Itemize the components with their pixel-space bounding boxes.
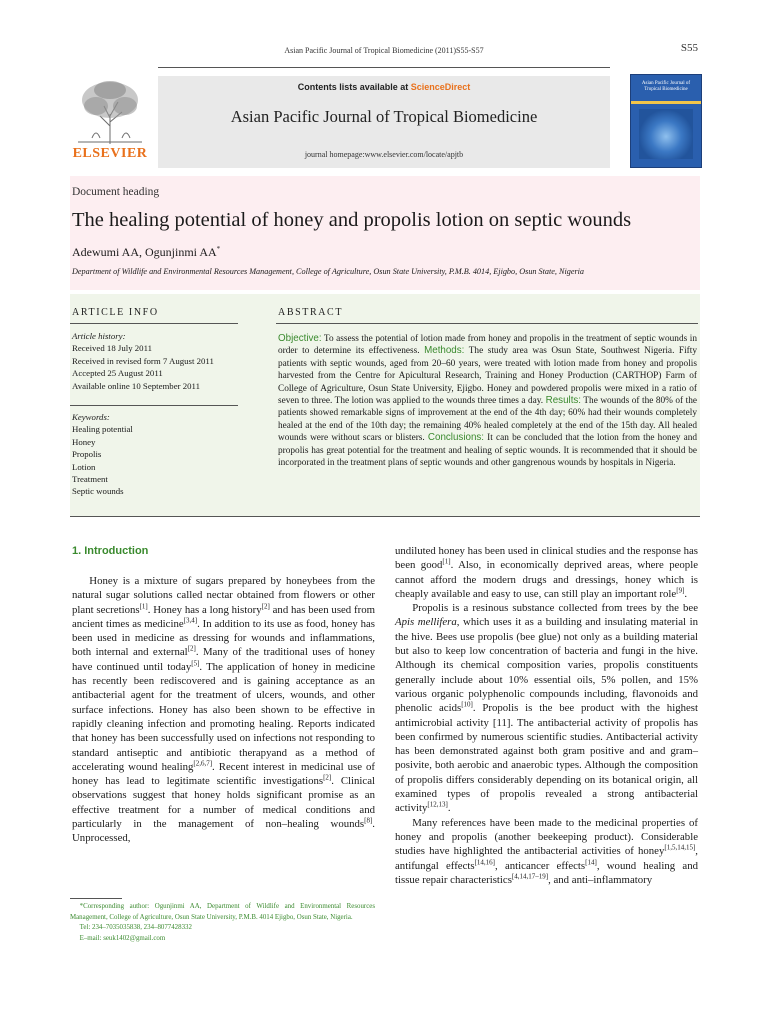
- objective-text: To assess the potential of lotion made from honey and propolis in the treatment of septic wounds in order to determine its effectiveness.: [278, 334, 697, 357]
- species-name: Apis mellifera: [395, 616, 457, 629]
- citation[interactable]: [2]: [261, 602, 270, 610]
- journal-title: Asian Pacific Journal of Tropical Biomedicine: [230, 107, 538, 126]
- history-label: Article history:: [72, 331, 126, 341]
- cover-artwork: [639, 109, 693, 159]
- results-label: Results:: [545, 395, 582, 407]
- keyword: Propolis: [72, 449, 102, 460]
- email-link[interactable]: E–mail: seuk1402@gmail.com: [79, 934, 166, 942]
- citation[interactable]: [8]: [364, 816, 373, 825]
- paragraph: Many references have been made to the medicinal properties of honey and propolis (another beekeeping product). Considerable studies have highlighted the antibacterial activities of honey[1,5,14,15], antifungal effects[14,16], anticancer effects[14], wound healing and tissue repair characteristics[4,14,17–19], and anti–inflammatory: [395, 816, 699, 886]
- section-heading-introduction: 1. Introduction: [72, 545, 149, 557]
- keywords-rule: [70, 405, 238, 406]
- citation[interactable]: [5]: [191, 659, 200, 668]
- article-history: [72, 330, 242, 392]
- authors: [72, 245, 220, 260]
- history-online: Available online 10 September 2011: [72, 380, 201, 391]
- contents-prefix: Contents lists available at: [297, 82, 411, 92]
- keywords-label: Keywords:: [72, 412, 110, 422]
- journal-cover-image: [630, 74, 702, 168]
- corresponding-author-footnote: [70, 902, 375, 944]
- citation[interactable]: [2]: [323, 773, 332, 782]
- conclusions-label: Conclusions:: [427, 432, 485, 444]
- publisher-logo-text: ELSEVIER: [72, 146, 148, 161]
- article-title: The healing potential of honey and propolis lotion on septic wounds: [72, 209, 632, 231]
- keyword: Healing potential: [72, 424, 133, 435]
- conclusions-text: It can be concluded that the lotion from the honey and propolis has great potential for the treatment and healing of septic wounds. It is recommended that it should be incorporated in the treatment plans of septic wounds and other gangrenous wounds by hospitals in Nigeria.: [278, 433, 697, 469]
- document-heading: Document heading: [72, 186, 160, 198]
- keywords-list: [72, 411, 242, 498]
- header-rule: [158, 67, 610, 68]
- keyword: Treatment: [72, 474, 108, 485]
- author-mark: *: [216, 245, 221, 253]
- page-number: S55: [680, 42, 698, 54]
- citation[interactable]: [2,6,7]: [193, 759, 213, 768]
- journal-homepage-link[interactable]: journal homepage:www.elsevier.com/locate/apjtb: [304, 150, 464, 159]
- citation[interactable]: [10]: [461, 700, 473, 709]
- keyword: Honey: [72, 436, 96, 447]
- objective-label: Objective:: [278, 333, 322, 344]
- corresponding-author: *Corresponding author: Ogunjinmi AA, Department of Wildlife and Environmental Resources Management, College of Agriculture, Osun State University, P.M.B. 4014 Ejigbo, Osun State, Nigeria.: [70, 903, 375, 921]
- citation[interactable]: [1]: [139, 602, 148, 610]
- running-head: Asian Pacific Journal of Tropical Biomedicine (2011)S55-S57: [284, 46, 484, 55]
- abstract-heading: ABSTRACT: [278, 307, 344, 318]
- citation[interactable]: [9]: [676, 586, 685, 595]
- methods-text: The study area was Osun State, Southwest Nigeria. Fifty patients with septic wounds, aged from 20–60 years, were treated with lotion made from honey and propolis harvested from the Centre for Apicultural Research, Training and Honey Production (CARTHOP) Farm of College of Agriculture, Osun State University, Ejigbo. Honey and powdered propolis were mixed in a ratio of seven to three. The lotion was applied to the wounds three times a day.: [278, 346, 697, 407]
- methods-label: Methods:: [424, 345, 465, 357]
- telephone: Tel: 234–7035035838, 234–8077428332: [79, 924, 192, 932]
- citation[interactable]: [14,16]: [474, 857, 496, 866]
- citation[interactable]: [3,4]: [183, 616, 198, 625]
- keyword: Lotion: [72, 461, 96, 472]
- citation[interactable]: [4,14,17–19]: [511, 872, 549, 881]
- citation[interactable]: [12,13]: [427, 800, 448, 809]
- cover-title: Asian Pacific Journal of Tropical Biomedicine: [641, 81, 691, 92]
- paragraph: undiluted honey has been used in clinical studies and the response has been good[1]. Also, in economically deprived areas, where people cannot afford the modern drugs and dressings, honey which is cheaply available and easy to use, can still play an important role[9].: [395, 545, 698, 600]
- article-info-rule: [70, 323, 238, 324]
- contents-line: [158, 82, 610, 92]
- results-text: The wounds of the 80% of the patients showed remarkable signs of improvement at the end of the 4th day; 60% had their wounds completely healed at the end of the 10th day; the remaining 40% healed completely at the end of the 15th day. All healed wounds were without scars or blisters.: [278, 396, 697, 444]
- article-info-heading: ARTICLE INFO: [72, 307, 159, 318]
- history-accepted: Accepted 25 August 2011: [72, 368, 163, 379]
- body-column-left: [72, 574, 375, 846]
- affiliation: Department of Wildlife and Environmental Resources Management, College of Agriculture, Osun State University, P.M.B. 4014, Ejigbo, Osun State, Nigeria: [72, 267, 585, 276]
- author-names: Adewumi AA, Ogunjinmi AA: [72, 245, 217, 259]
- body-column-right: [395, 544, 698, 887]
- history-revised: Received in revised form 7 August 2011: [72, 355, 214, 366]
- citation[interactable]: [14]: [585, 857, 597, 866]
- sciencedirect-link[interactable]: ScienceDirect: [410, 82, 471, 92]
- citation[interactable]: [1,5,14,15]: [664, 843, 696, 852]
- keyword: Septic wounds: [72, 486, 124, 497]
- abstract-text: [278, 333, 697, 469]
- paragraph: Honey is a mixture of sugars prepared by honeybees from the natural sugar solutions called nectar obtained from flowers or other plant secretions[1]. Honey has a long history[2] and has been used from ancient times as medicine[3,4]. In addition to its use as food, honey has been used in medicine as dressing for wounds and inflammations, both internal and external[2]. Many of the traditional uses of honey have continued until today[5]. The application of honey in medicine has recently been rediscovered and is gaining acceptance as an antibacterial agent for the treatment of ulcers, wounds, and other surface infections. Honey has also been shown to be effective in rapidly cleaning infection and promoting healing. Reports indicated that honey has been successfully used on infections not responding to standard antiseptic and antibiotic therapyand as a method of accelerating wound healing[2,6,7]. Recent interest in medicinal use of honey has lead to legitimate scientific investigations[2]. Clinical observations suggest that honey holds significant promise as an effective treatment for a number of medical conditions and particularly in the management of non–healing wounds[8]. Unprocessed,: [72, 575, 376, 845]
- abstract-bottom-rule: [70, 516, 700, 517]
- abstract-rule: [276, 323, 698, 324]
- footnote-rule: [70, 898, 122, 899]
- cover-band: [631, 101, 701, 104]
- citation[interactable]: [1]: [442, 557, 451, 566]
- paragraph: Propolis is a resinous substance collected from trees by the bee Apis mellifera, which uses it as a building and insulating material in the hive. Bees use propolis (bee glue) not only as a building material but also to keep low concentration of bacteria and fungi in the hive. Although its chemical composition varies, propolis constituents generally include about 10% essential oils, 5% pollen, and 15% various organic polyphenolic compounds including, flavonoids and phenolic acids[10]. Propolis is the bee product with the highest antimicrobial activity [11]. The antibacterial activity of propolis has been confirmed by numerous scientific studies. Antibacterial activity has been demonstrated against both gram positive and and gram–posivite, both aerobic and anaerobic types. Although the composition of propolis differs considerably depending on its botanical origin, all examined types of propolis revealed a strong antibacterial activity[12,13].: [395, 602, 698, 815]
- history-received: Received 18 July 2011: [72, 343, 153, 354]
- citation[interactable]: [2]: [187, 644, 196, 653]
